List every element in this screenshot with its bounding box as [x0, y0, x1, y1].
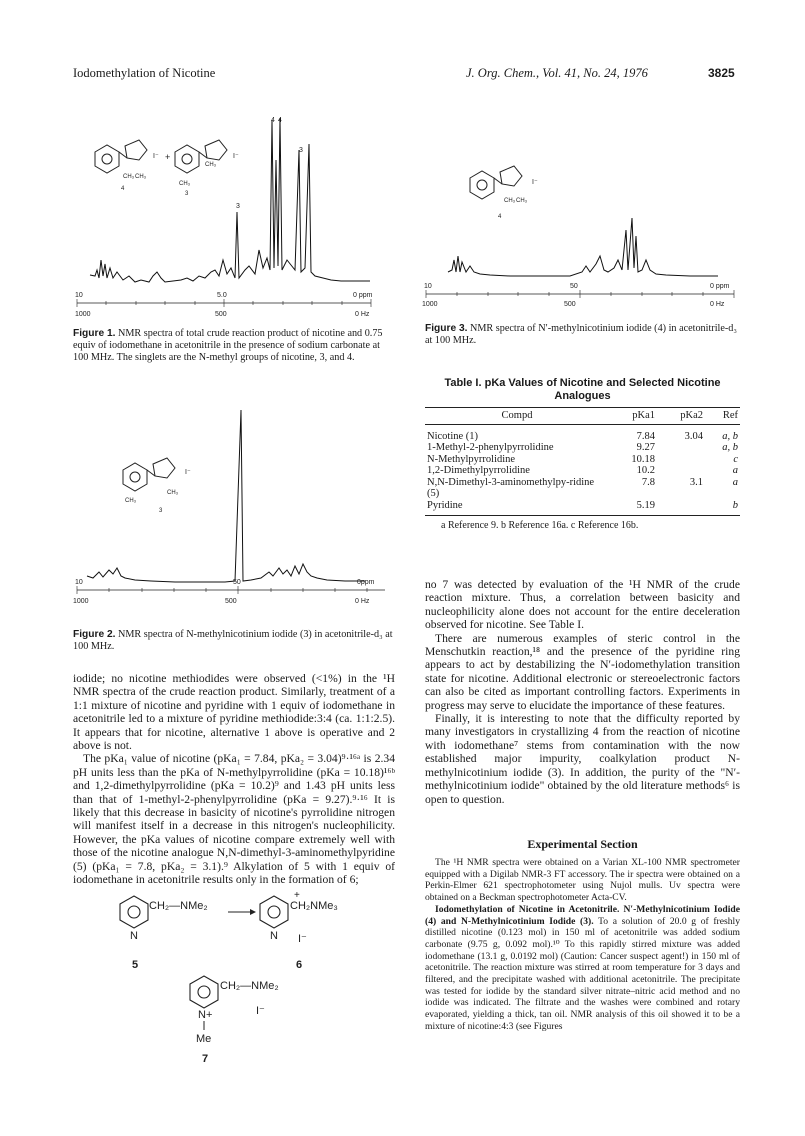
figure1-struct-ch3: CH₃	[135, 174, 147, 180]
table-cell: 7.8	[641, 476, 655, 488]
figure3-structure-4	[470, 166, 522, 199]
figure3-axis-hz-500: 500	[564, 301, 576, 308]
compound-7-substituent: CH₂—NMe₂	[220, 980, 279, 992]
figure3-caption	[425, 323, 745, 347]
figure1-peak-label: 4	[271, 117, 275, 124]
figure1-peak-label: 3	[236, 203, 240, 210]
figure2-struct-anion: I⁻	[185, 469, 191, 476]
figure1-axis-hz-500: 500	[215, 311, 227, 318]
table-cell: 7.84	[636, 430, 655, 442]
table-cell	[657, 454, 705, 466]
procedure-title: Iodomethylation of Nicotine in Acetonitrile. N′-Methylnicotinium Iodide (4) and N-Methylnicotinium Iodide (3).	[425, 903, 740, 927]
figure1-peak-label: 3	[299, 147, 303, 154]
table-cell: N-Methylpyrrolidine	[427, 453, 516, 465]
figure1-axis-ppm-0: 0 ppm	[353, 292, 373, 299]
page-number: 3825	[708, 66, 735, 80]
compound-6-n: N	[270, 930, 278, 942]
figure3-axis-hz-0: 0 Hz	[710, 301, 725, 308]
figure3-caption-text: NMR spectra of N′-methylnicotinium iodide (4) in acetonitrile-d₃ at 100 MHz.	[425, 323, 737, 347]
compound-7-label: 7	[202, 1053, 209, 1065]
figure1-struct-anion: I⁻	[233, 153, 239, 160]
table1-footnote: a Reference 9. b Reference 16a. c Reference 16b.	[441, 520, 639, 531]
figure1-spectrum	[65, 100, 385, 325]
figure2-axis-ppm-0: 0ppm	[357, 579, 375, 586]
table-row	[425, 442, 740, 454]
figure1-struct-ch3: CH₃	[123, 174, 135, 180]
table-row	[425, 477, 740, 500]
figure3-axis-ppm-5: 50	[570, 283, 578, 290]
compound-7-anion: I⁻	[256, 1005, 265, 1017]
table-cell: a	[732, 476, 738, 488]
table-cell: N,N-Dimethyl-3-aminomethylpy-ridine (5)	[427, 476, 595, 499]
table-cell: 3.04	[684, 430, 703, 442]
paragraph: no 7 was detected by evaluation of the ¹H NMR of the crude reaction mixture. Thus, a correlation between basicity and nucleophilicity alone does not account for the entire deceleration observed for nicotine. See Table I.	[425, 578, 740, 632]
table1-col-header: Compd	[501, 410, 533, 421]
table-cell: Nicotine (1)	[427, 430, 479, 442]
reaction-scheme	[100, 890, 390, 1070]
table1-title-label: Table I.	[444, 377, 482, 389]
figure2-spectrum	[65, 400, 385, 625]
compound-5-substituent: CH₂—NMe₂	[149, 900, 208, 912]
figure1-axis-ppm-10: 10	[75, 292, 83, 299]
table-row	[425, 465, 740, 477]
figure2-axis-hz-500: 500	[225, 598, 237, 605]
table-row	[425, 431, 740, 443]
table1	[425, 377, 740, 531]
table-cell: 1-Methyl-2-phenylpyrrolidine	[427, 442, 554, 453]
table1-col-header: Ref	[722, 410, 738, 421]
table-cell: a	[732, 465, 738, 476]
table-cell: 10.2	[636, 465, 655, 476]
compound-6-label: 6	[296, 959, 303, 971]
figure1-caption-text: NMR spectra of total crude reaction product of nicotine and 0.75 equiv of iodomethane in acetonitrile in the presence of sodium carbonate at 100 MHz. The singlets are the N-methyl groups of nicotine, 3, and 4.	[73, 328, 383, 364]
compound-5-label: 5	[132, 959, 139, 971]
paragraph: The pKa₁ value of nicotine (pKa₁ = 7.84, pKa₂ = 3.04)⁹·¹⁶ᵃ is 2.34 pH units less than the pKa of N-methylpyrrolidine (pKa = 10.18)¹⁶ᵇ and 1,2-dimethylpyrrolidine (pKa = 10.2)⁹ and 1.43 pH units less than that of 1-methyl-2-phenylpyrrolidine (pKa = 9.27).⁹·¹⁶ It is likely that this decrease in basicity of nicotine's pyrrolidine nitrogen will manifest itself in a decrease in this nitrogen's nucleophilicity. However, the pKa values of nicotine compare extremely well with those of the nicotine analogue N,N-dimethyl-3-aminomethylpyridine (5) (pKa₁ = 7.8, pKa₂ = 3.1).⁹ Alkylation of 5 with 1 equiv of iodomethane in acetonitrile results only in the formation of 6;	[73, 752, 395, 887]
table-row	[425, 454, 740, 466]
compound-5-n: N	[130, 930, 138, 942]
figure1-struct-plus: +	[165, 152, 171, 162]
table-cell: a, b	[722, 430, 738, 442]
figure1-structure-4	[95, 140, 147, 173]
figure3-axis-ppm-10: 10	[424, 283, 432, 290]
figure1-axis-hz-1000: 1000	[75, 311, 91, 318]
table-cell: 3.1	[689, 476, 703, 488]
compound-7-n-plus: N+	[198, 1009, 213, 1021]
table-cell	[657, 465, 705, 477]
figure1-struct-ch3: CH₃	[205, 162, 217, 168]
compound-7-ring	[190, 976, 218, 1008]
figure2-struct-number: 3	[159, 508, 163, 514]
table1-header-row	[425, 407, 740, 425]
paragraph	[425, 904, 740, 1033]
figure2-caption-text: NMR spectra of N-methylnicotinium iodide (3) in acetonitrile-d₃ at 100 MHz.	[73, 629, 393, 653]
figure3-axis-hz-1000: 1000	[422, 301, 438, 308]
compound-6-anion: I⁻	[298, 933, 307, 945]
table-cell: a, b	[722, 442, 738, 453]
compound-7-methyl: Me	[196, 1033, 212, 1045]
figure2-structure-3	[123, 458, 175, 491]
table-cell	[657, 500, 705, 516]
figure1-struct-ch3: CH₃	[179, 181, 191, 187]
paragraph: iodide; no nicotine methiodides were observed (<1%) in the ¹H NMR spectra of the crude reaction product. Similarly, treatment of a 1:1 mixture of nicotine and pyridine with 1 equiv of iodomethane in acetonitrile led to a mixture of pyridine methiodide:3:4 (ca. 1:1:2.5). It appears that for nicotine, alternative 1 above is operative and 2 above is not.	[73, 672, 395, 753]
figure2-struct-ch3: CH₃	[125, 498, 137, 504]
figure1-axis-ppm-5: 5.0	[217, 292, 227, 299]
running-head-journal: J. Org. Chem., Vol. 41, No. 24, 1976	[466, 66, 648, 80]
table1-col-header: pKa1	[632, 410, 655, 421]
figure3-spectrum	[420, 160, 740, 320]
figure2-nmr-trace	[87, 410, 365, 582]
table-cell: b	[732, 499, 738, 511]
compound-6-substituent: CH₂NMe₃	[290, 900, 338, 912]
figure1-structure-3	[175, 140, 227, 173]
paragraph: There are numerous examples of steric control in the Menschutkin reaction,¹⁸ and the presence of the pyridine ring appears to act by destabilizing the N′-iodomethylation transition state for nicotine. Additional electronic or stereoelectronic factors can also be cited as important controlling factors. Experiments in progress may serve to elucidate the importance of these features.	[425, 631, 740, 712]
table-cell: 1,2-Dimethylpyrrolidine	[427, 465, 530, 476]
experimental-text	[425, 857, 740, 1033]
figure1-struct-anion: I⁻	[153, 153, 159, 160]
table-cell: 9.27	[636, 442, 655, 453]
table1-title	[425, 377, 740, 403]
table-cell: 5.19	[636, 499, 655, 511]
right-column-text	[425, 578, 740, 806]
table1-body	[425, 431, 740, 517]
table-cell: 10.18	[631, 453, 655, 465]
figure2-struct-ch3: CH₃	[167, 490, 179, 496]
table-cell	[657, 442, 705, 454]
left-column-text	[73, 672, 395, 887]
table-row	[425, 500, 740, 516]
figure2-axis-hz-0: 0 Hz	[355, 598, 370, 605]
figure3-struct-number: 4	[498, 214, 502, 220]
figure3-caption-label: Figure 3.	[425, 323, 468, 334]
figure3-struct-ch3: CH₃	[504, 198, 516, 204]
section-heading: Experimental Section	[527, 837, 638, 851]
table-cell: c	[733, 453, 738, 465]
figure2-axis-ppm-5: 50	[233, 579, 241, 586]
figure1-struct-number: 4	[121, 186, 125, 192]
figure2-caption	[73, 629, 393, 653]
figure1-struct-number: 3	[185, 191, 189, 197]
table1-title-text: pKa Values of Nicotine and Selected Nicotine Analogues	[484, 377, 721, 402]
figure3-nmr-trace	[448, 218, 718, 276]
figure1-peak-label: 4	[278, 117, 282, 124]
procedure-text: To a solution of 20.0 g of freshly distilled nicotine (0.123 mol) in 150 ml of acetonitrile was added sodium carbonate (9.75 g, 0.092 mol).¹⁰ To this rapidly stirred mixture was added iodomethane (13.1 g, 0.0192 mol) (Caution: Cancer suspect agent!) in 150 ml of acetonitrile. The reaction mixture was stirred at room temperature for 3 days and filtered, and the precipitate washed with additional acetonitrile. The precipitate was tested for iodide by the standard silver nitrate–nitric acid method and no iodide was indicated. The filtrate and the washes were combined and rotary evaporated, yielding a thick, tan oil. NMR analysis of this oil showed it to be a mixture of nicotine:4:3 (see Figures	[425, 915, 740, 1032]
figure3-struct-ch3: CH₃	[516, 198, 528, 204]
table-cell: Pyridine	[427, 499, 463, 511]
compound-5-ring	[120, 896, 148, 928]
paragraph: Finally, it is interesting to note that the difficulty reported by many investigators in crystallizing 4 from the reaction of nicotine with iodomethane⁷ stems from contamination with the now established major impurity, coalkylation product N-methylnicotinium iodide (3). In addition, the purity of the "N′-methylnicotinium iodide" obtained by the old literature methods⁶ is open to question.	[425, 712, 740, 806]
compound-6-ring	[260, 896, 288, 928]
compound-6-plus: +	[294, 890, 300, 901]
figure2-caption-label: Figure 2.	[73, 629, 116, 640]
running-head-left: Iodomethylation of Nicotine	[73, 66, 216, 80]
table1-col-header: pKa2	[680, 410, 703, 421]
figure1-caption-label: Figure 1.	[73, 328, 116, 339]
figure3-struct-anion: I⁻	[532, 179, 538, 186]
figure3-axis-ppm-0: 0 ppm	[710, 283, 730, 290]
paragraph: The ¹H NMR spectra were obtained on a Varian XL-100 NMR spectrometer equipped with a Digilab NMR-3 FT accessory. The ir spectra were obtained on a Perkin-Elmer 621 spectrophotometer using Nujol mulls. Uv spectra were obtained on a Beckman spectrophotometer Acta-CV.	[425, 857, 740, 904]
figure2-axis-ppm-10: 10	[75, 579, 83, 586]
figure1-caption	[73, 328, 393, 365]
figure1-axis-hz-0: 0 Hz	[355, 311, 370, 318]
figure2-axis-hz-1000: 1000	[73, 598, 89, 605]
